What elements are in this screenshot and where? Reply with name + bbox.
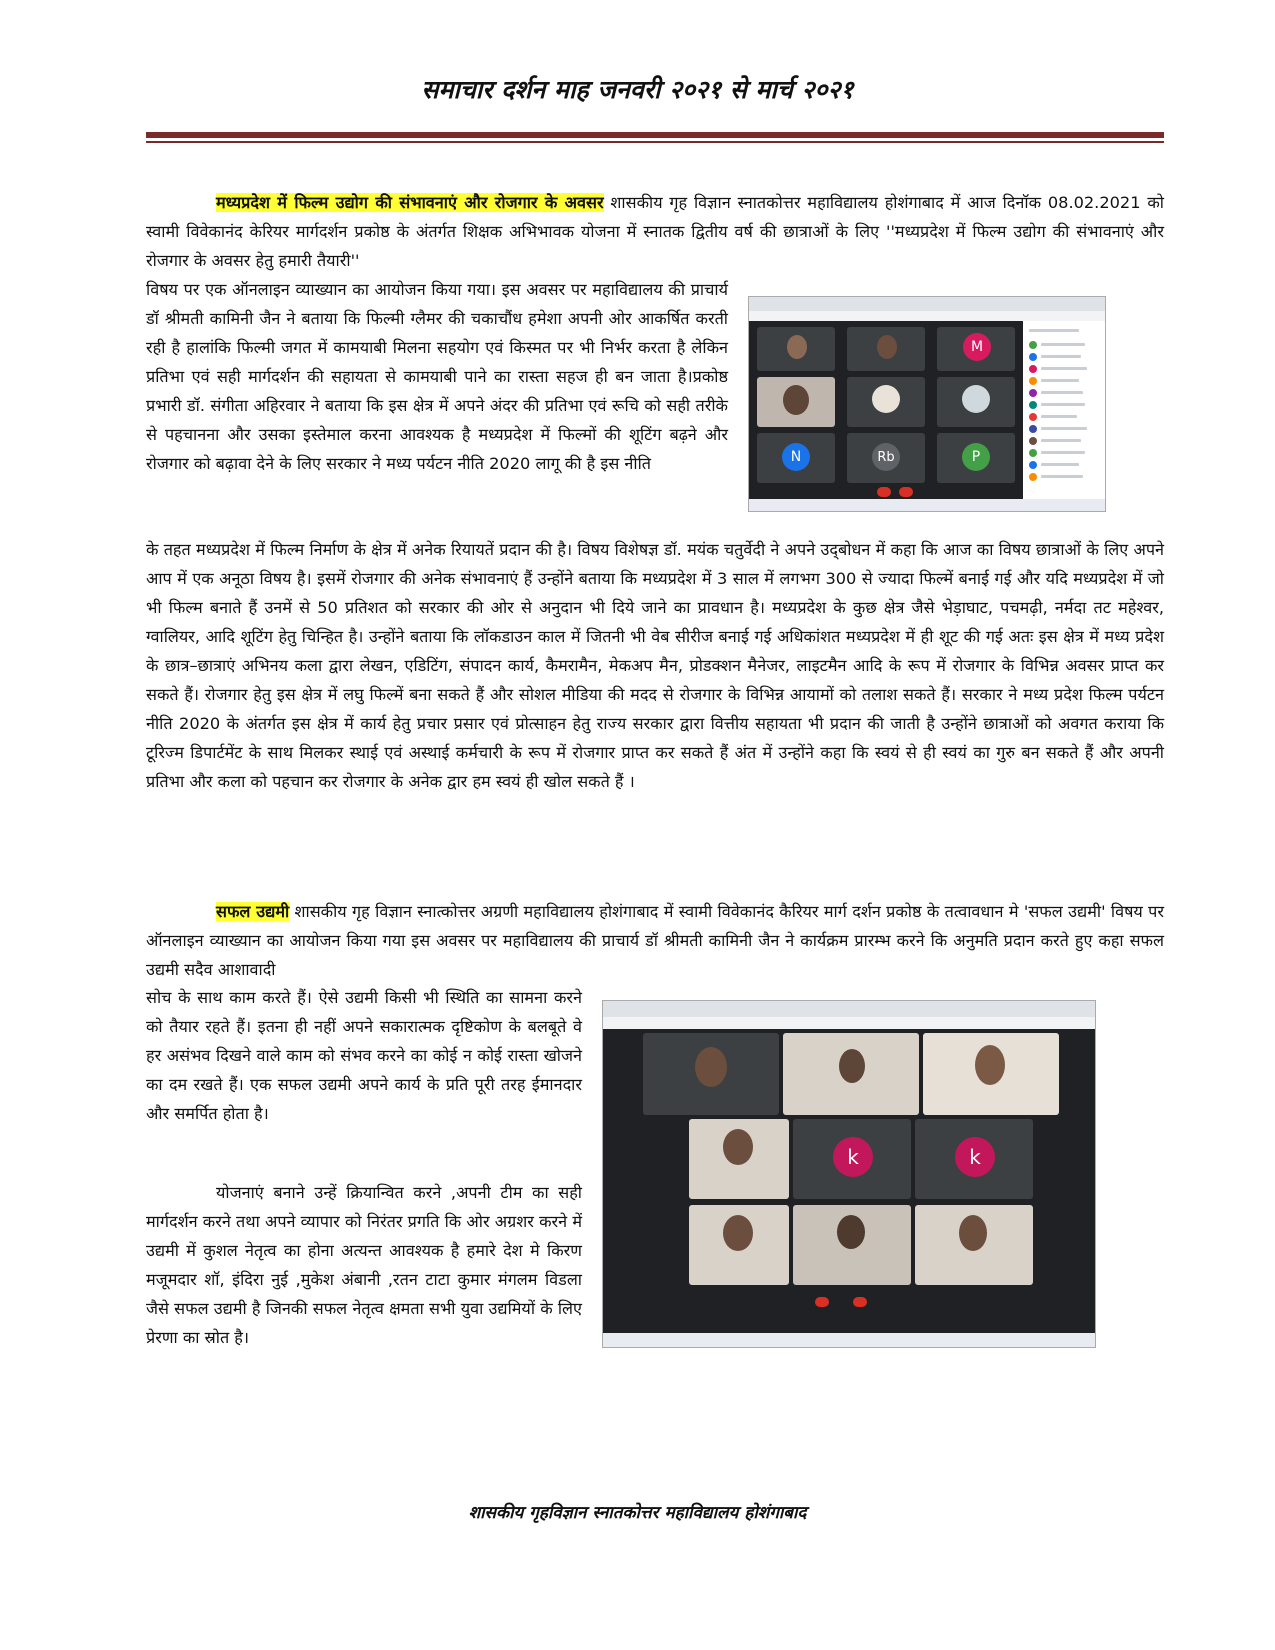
participants-panel [1023,321,1105,499]
article1-intro [146,188,1164,275]
title-rule [146,132,1164,138]
article2-meeting-screenshot [602,1000,1096,1348]
article1-intro-text: शासकीय गृह विज्ञान स्नातकोत्तर महाविद्यालय होशंगाबाद में आज दिनॉक 08.02.2021 को स्वामी विवेकानंद केरियर मार्गदर्शन प्रकोष्ठ के अंतर्गत शिक्षक अभिभावक योजना में स्नातक द्वितीय वर्ष की छात्राओं के लिए ''मध्यप्रदेश में फिल्म उद्योग की संभावनाएं और रोजगार के अवसर हेतु हमारी तैयारी'' [146,193,1164,270]
article2-intro-text: शासकीय गृह विज्ञान स्नात्कोत्तर अग्रणी महाविद्यालय होशंगाबाद में स्वामी विवेकानंद कैरियर मार्ग दर्शन प्रकोष्ठ के तत्वावधान मे 'सफल उद्यमी' विषय पर ऑनलाइन व्याख्यान का आयोजन किया गया इस अवसर पर महाविद्यालय की प्राचार्य डॉ श्रीमती कामिनी जैन ने कार्यक्रम प्रारम्भ करने कि अनुमति प्रदान करते हुए कहा सफल उद्यमी सदैव आशावादी [146,902,1164,979]
participant-avatar-p: P [962,443,990,471]
participant-avatar-rb: Rb [872,443,900,471]
title-rule-thin [146,141,1164,143]
article2-intro [146,897,1164,984]
participant-avatar-m: M [963,333,991,361]
article1-side-text: विषय पर एक ऑनलाइन व्याख्यान का आयोजन किया गया। इस अवसर पर महाविद्यालय की प्राचार्य डॉ श्रीमती कामिनी जैन ने बताया कि फिल्मी ग्लैमर की चकाचौंध हमेशा अपनी ओर आकर्षित करती रही है हालांकि फिल्मी जगत में कामयाबी मिलना सहयोग एवं किस्मत पर भी निर्भर करता है लेकिन प्रतिभा एवं सही मार्गदर्शन की सहायता से कामयाबी पाने का रास्ता सहज ही बन जाता है।प्रकोष्ठ प्रभारी डॉ. संगीता अहिरवार ने बताया कि इस क्षेत्र में अपने अंदर की प्रतिभा एवं रूचि को सही तरीके से पहचानना और उसका इस्तेमाल करना आवश्यक है मध्यप्रदेश में फिल्मों की शूटिंग बढ़ने और रोजगार को बढ़ावा देने के लिए सरकार ने मध्य पर्यटन नीति 2020 लागू की है इस नीति [146,280,728,473]
participant-avatar-k2: k [955,1137,995,1177]
article2-side-text-2: योजनाएं बनाने उन्हें क्रियान्वित करने ,अपनी टीम का सही मार्गदर्शन करने तथा अपने व्यापार को निरंतर प्रगति कि ओर अग्रशर करने में उद्यमी में कुशल नेतृत्व का होना अत्यन्त आवश्यक है हमारे देश मे किरण मजूमदार शॉ, इंदिरा नुई ,मुकेश अंबानी ,रतन टाटा कुमार मंगलम विडला जैसे सफल उद्यमी है जिनकी सफल नेतृत्व क्षमता सभी युवा उद्यमियों के लिए प्रेरणा का स्रोत है। [146,1183,582,1347]
article2-side-text-1: सोच के साथ काम करते हैं। ऐसे उद्यमी किसी भी स्थिति का सामना करने को तैयार रहते हैं। इतना ही नहीं अपने सकारात्मक दृष्टिकोण के बलबूते वे हर असंभव दिखने वाले काम को संभव करने का कोई न कोई रास्ता खोजने का दम रखते हैं। एक सफल उद्यमी अपने कार्य के प्रति पूरी तरह ईमानदार और समर्पित होता है। [146,988,582,1123]
participant-avatar-k1: k [833,1137,873,1177]
participant-avatar-n: N [782,443,810,471]
article1-headline: मध्यप्रदेश में फिल्म उद्योग की संभावनाएं और रोजगार के अवसर [216,193,604,212]
article1-meeting-screenshot [748,296,1106,512]
article2-headline: सफल उद्यमी [216,902,290,921]
page-footer: शासकीय गृहविज्ञान स्नातकोत्तर महाविद्यालय होशंगाबाद [468,1503,807,1523]
article1-body: के तहत मध्यप्रदेश में फिल्म निर्माण के क्षेत्र में अनेक रियायतें प्रदान की है। विषय विशेषज्ञ डॉ. मयंक चतुर्वेदी ने अपने उद्‌बोधन में कहा कि आज का विषय छात्राओं के लिए अपने आप में एक अनूठा विषय है। इसमें रोजगार की अनेक संभावनाएं हैं उन्होंने बताया कि मध्यप्रदेश में 3 साल में लगभग 300 से ज्यादा फिल्में बनाई गई और यदि मध्यप्रदेश में जो भी फिल्म बनाते हैं उनमें से 50 प्रतिशत को सरकार की ओर से अनुदान भी दिये जाने का प्रावधान है। मध्यप्रदेश के कुछ क्षेत्र जैसे भेड़ाघाट, पचमढ़ी, नर्मदा तट महेश्वर, ग्वालियर, आदि शूटिंग हेतु चिन्हित है। उन्होंने बताया कि लॉकडाउन काल में जितनी भी वेब सीरीज बनाई गई अधिकांशत मध्यप्रदेश में ही शूट की गई अतः इस क्षेत्र में मध्य प्रदेश के छात्र–छात्राएं अभिनय कला द्वारा लेखन, एडिटिंग, संपादन कार्य, कैमरामैन, मेकअप मैन, प्रोडक्शन मैनेजर, लाइटमैन आदि के रूप में रोजगार के विभिन्न अवसर प्राप्त कर सकते हैं। रोजगार हेतु इस क्षेत्र में लघु फिल्में बना सकते हैं और सोशल मीडिया की मदद से रोजगार के विभिन्न आयामों को तलाश सकते हैं। सरकार ने मध्य प्रदेश फिल्म पर्यटन नीति 2020 के अंतर्गत इस क्षेत्र में कार्य हेतु प्रचार प्रसार एवं प्रोत्साहन हेतु राज्य सरकार द्वारा वित्तीय सहायता भी प्रदान की जाती है उन्होंने छात्राओं को अवगत कराया कि टूरिज्म डिपार्टमेंट के साथ मिलकर स्थाई एवं अस्थाई कर्मचारी के रूप में रोजगार प्राप्त कर सकते हैं अंत में उन्होंने कहा कि स्वयं से ही स्वयं का गुरु बन सकते हैं और अपनी प्रतिभा और कला को पहचान कर रोजगार के अनेक द्वार हम स्वयं ही खोल सकते हैं । [146,540,1165,791]
newsletter-title: समाचार दर्शन माह जनवरी २०२१ से मार्च २०२१ [421,75,854,104]
